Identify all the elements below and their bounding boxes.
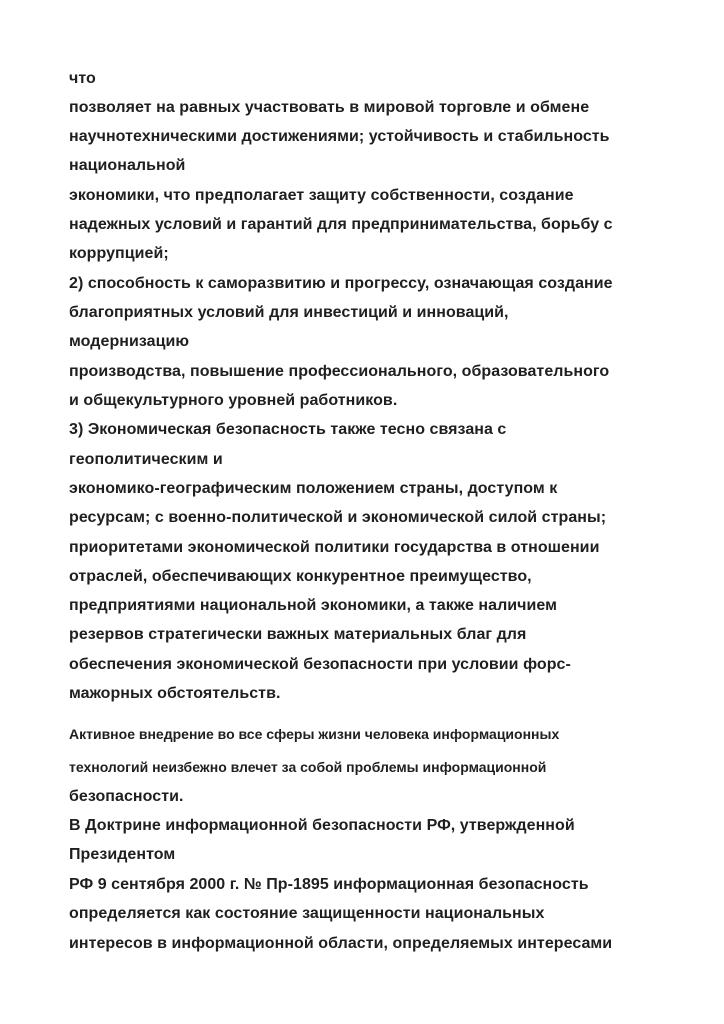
text-line: что (69, 70, 96, 87)
text-line: национальной (69, 157, 186, 174)
text-line: интересов в информационной области, определяемых интересами (69, 935, 613, 952)
text-line: ресурсам; с военно-политической и экономической силой страны; (69, 509, 607, 526)
text-line: Президентом (69, 846, 176, 863)
text-line: коррупцией; (69, 245, 169, 262)
text-line: позволяет на равных участвовать в мировой торговле и обмене (69, 99, 590, 116)
text-line: определяется как состояние защищенности национальных (69, 905, 545, 922)
text-line: экономико-географическим положением страны, доступом к (69, 480, 558, 497)
text-line: В Доктрине информационной безопасности РФ, утвержденной (69, 817, 575, 834)
text-line: приоритетами экономической политики государства в отношении (69, 539, 600, 556)
text-line: отраслей, обеспечивающих конкурентное преимущество, (69, 568, 532, 585)
text-line: и общекультурного уровней работников. (69, 392, 398, 409)
text-line: безопасности. (69, 788, 184, 805)
text-line: мажорных обстоятельств. (69, 685, 281, 702)
text-line: геополитическим и (69, 451, 223, 468)
text-line: производства, повышение профессионального, образовательного (69, 363, 610, 380)
text-line: благоприятных условий для инвестиций и инноваций, (69, 304, 509, 321)
text-line: модернизацию (69, 333, 190, 350)
text-line: 2) способность к саморазвитию и прогрессу, означающая создание (69, 275, 613, 292)
text-line: технологий неизбежно влечет за собой проблемы информационной (69, 759, 547, 775)
text-line: предприятиями национальной экономики, а также наличием (69, 597, 558, 614)
text-line: РФ 9 сентября 2000 г. № Пр-1895 информационная безопасность (69, 876, 589, 893)
text-line: научнотехническими достижениями; устойчивость и стабильность (69, 128, 610, 145)
text-line: резервов стратегически важных материальных благ для (69, 626, 527, 643)
text-line: экономики, что предполагает защиту собственности, создание (69, 187, 574, 204)
text-line: Активное внедрение во все сферы жизни человека информационных (69, 726, 560, 742)
text-line: обеспечения экономической безопасности при условии форс- (69, 656, 571, 673)
text-line: 3) Экономическая безопасность также тесно связана с (69, 421, 507, 438)
text-line: надежных условий и гарантий для предпринимательства, борьбу с (69, 216, 613, 233)
